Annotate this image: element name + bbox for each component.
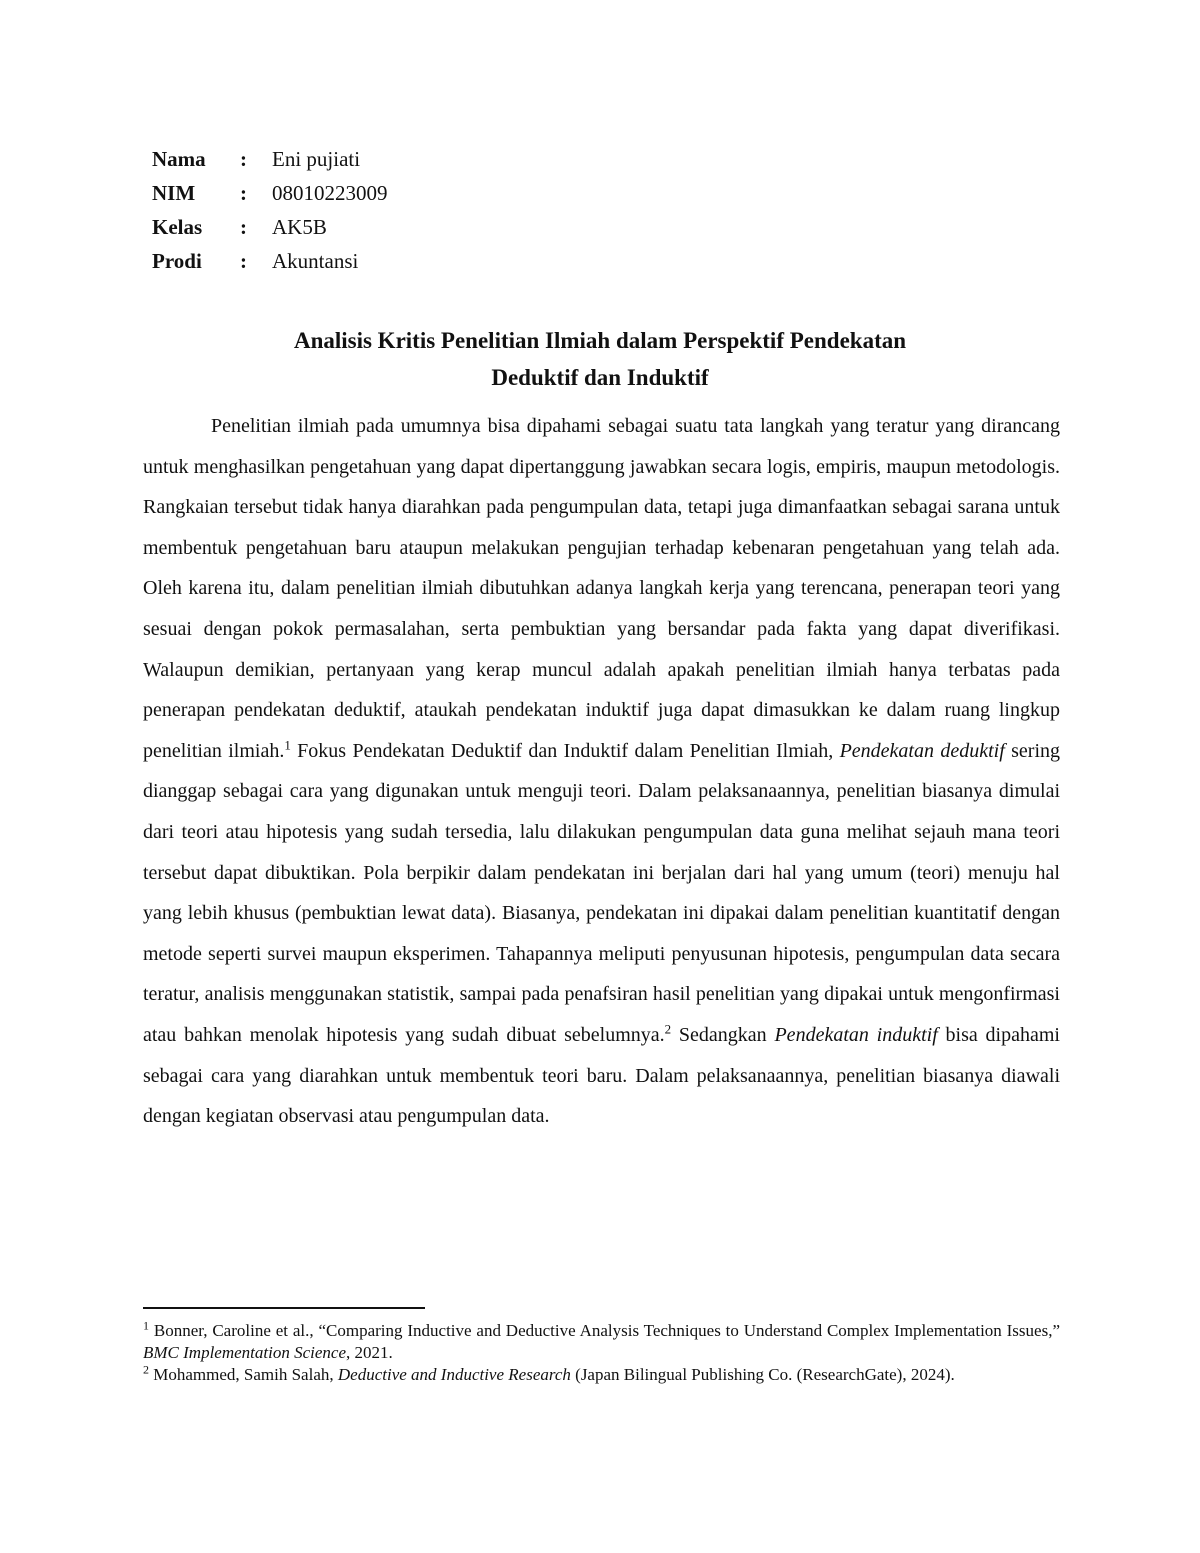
body-text-segment: Penelitian ilmiah pada umumnya bisa dipahami sebagai suatu tata langkah yang teratur yang dirancang untuk menghasilkan pengetahuan yang dapat dipertanggung jawabkan secara logis, empiris, maupun metodologis. Rangkaian tersebut tidak hanya diarahkan pada pengumpulan data, tetapi juga dimanfaatkan sebagai sarana untuk membentuk pengetahuan baru ataupun melakukan pengujian terhadap kebenaran pengetahuan yang telah ada. Oleh karena itu, dalam penelitian ilmiah dibutuhkan adanya langkah kerja yang terencana, penerapan teori yang sesuai dengan pokok permasalahan, serta pembuktian yang bersandar pada fakta yang dapat diverifikasi. Walaupun demikian, pertanyaan yang kerap muncul adalah apakah penelitian ilmiah hanya terbatas pada penerapan pendekatan deduktif, ataukah pendekatan induktif juga dapat dimasukkan ke dalam ruang lingkup penelitian ilmiah. — [143, 415, 1060, 762]
italic-term-induktif: Pendekatan induktif — [774, 1023, 938, 1046]
info-label: Prodi — [152, 249, 202, 273]
title-line-2: Deduktif dan Induktif — [491, 365, 709, 390]
info-row-kelas — [152, 210, 388, 244]
info-label: Kelas — [152, 215, 203, 239]
info-label: Nama — [152, 147, 206, 171]
footnote-text: Bonner, Caroline et al., “Comparing Inductive and Deductive Analysis Techniques to Understand Complex Implementation Issues,” — [149, 1321, 1060, 1340]
info-value: Akuntansi — [272, 249, 359, 273]
footnotes — [143, 1320, 1060, 1386]
info-colon: : — [240, 147, 247, 171]
body-text-segment: bisa dipahami sebagai cara yang diarahkan untuk membentuk teori baru. Dalam pelaksanaannya, penelitian biasanya diawali dengan kegiatan observasi atau pengumpulan data. — [143, 1023, 1060, 1128]
body-paragraph — [143, 406, 1060, 1137]
footnote-book-title: Deductive and Inductive Research — [337, 1365, 571, 1384]
info-row-nim — [152, 176, 388, 210]
footnote-1 — [143, 1320, 1060, 1364]
body-paragraph-container — [143, 406, 1060, 1137]
footnote-mark: 1 — [143, 1318, 149, 1333]
body-text-segment: Fokus Pendekatan Deduktif dan Induktif dalam Penelitian Ilmiah, — [290, 739, 840, 762]
footnote-journal: BMC Implementation Science — [143, 1343, 346, 1362]
footnote-2 — [143, 1364, 1060, 1386]
info-value: 08010223009 — [272, 181, 388, 205]
info-value: Eni pujiati — [272, 147, 361, 171]
footnote-text: Mohammed, Samih Salah, — [149, 1365, 338, 1384]
info-row-prodi — [152, 244, 388, 278]
italic-term-deduktif: Pendekatan deduktif — [839, 739, 1005, 762]
info-colon: : — [240, 249, 247, 273]
info-row-nama — [152, 142, 388, 176]
info-colon: : — [240, 181, 247, 205]
body-text-segment: sering dianggap sebagai cara yang digunakan untuk menguji teori. Dalam pelaksanaannya, penelitian biasanya dimulai dari teori atau hipotesis yang sudah tersedia, lalu dilakukan pengumpulan data guna melihat sejauh mana teori tersebut dapat dibuktikan. Pola berpikir dalam pendekatan ini berjalan dari hal yang umum (teori) menuju hal yang lebih khusus (pembuktian lewat data). Biasanya, pendekatan ini dipakai dalam penelitian kuantitatif dengan metode seperti survei maupun eksperimen. Tahapannya meliputi penyusunan hipotesis, pengumpulan data secara teratur, analisis menggunakan statistik, sampai pada penafsiran hasil penelitian yang dipakai untuk mengonfirmasi atau bahkan menolak hipotesis yang sudah dibuat sebelumnya. — [143, 739, 1060, 1046]
title-line-1: Analisis Kritis Penelitian Ilmiah dalam Perspektif Pendekatan — [293, 328, 907, 353]
body-text-segment: Sedangkan — [671, 1023, 775, 1046]
student-info — [152, 142, 388, 278]
footnote-ref-2: 2 — [664, 1021, 672, 1037]
footnote-text: (Japan Bilingual Publishing Co. (ResearchGate), 2024). — [570, 1365, 955, 1384]
footnote-mark: 2 — [143, 1362, 149, 1377]
footnote-separator — [143, 1307, 425, 1309]
info-label: NIM — [152, 181, 196, 205]
info-colon: : — [240, 215, 247, 239]
info-value: AK5B — [272, 215, 327, 239]
footnote-text: , 2021. — [346, 1343, 393, 1362]
document-title — [100, 322, 1100, 396]
footnote-ref-1: 1 — [284, 737, 291, 753]
